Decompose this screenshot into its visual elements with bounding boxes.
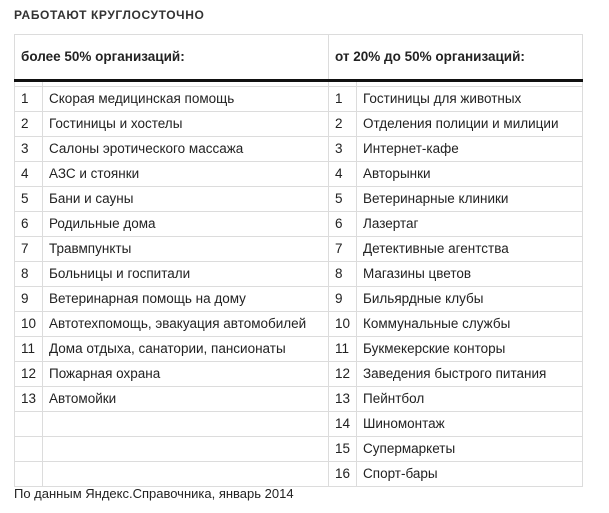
right-name-cell: Бильярдные клубы — [357, 287, 583, 312]
table-row — [15, 337, 583, 362]
left-name-cell: Родильные дома — [43, 212, 329, 237]
left-name-cell: Травмпункты — [43, 237, 329, 262]
left-name-cell: Салоны эротического массажа — [43, 137, 329, 162]
left-rank-cell: 1 — [15, 87, 43, 112]
right-rank-cell: 16 — [329, 462, 357, 487]
left-rank-cell: 3 — [15, 137, 43, 162]
right-rank-cell: 10 — [329, 312, 357, 337]
right-name-cell: Букмекерские конторы — [357, 337, 583, 362]
table-row — [15, 262, 583, 287]
left-rank-cell — [15, 437, 43, 462]
right-rank-cell: 8 — [329, 262, 357, 287]
right-rank-cell: 11 — [329, 337, 357, 362]
left-rank-cell: 10 — [15, 312, 43, 337]
right-name-cell: Отделения полиции и милиции — [357, 112, 583, 137]
right-name-cell: Пейнтбол — [357, 387, 583, 412]
table-row — [15, 362, 583, 387]
left-name-cell: Скорая медицинская помощь — [43, 87, 329, 112]
left-rank-cell: 12 — [15, 362, 43, 387]
table-row — [15, 137, 583, 162]
left-name-cell: Гостиницы и хостелы — [43, 112, 329, 137]
right-name-cell: Ветеринарные клиники — [357, 187, 583, 212]
table-row — [15, 387, 583, 412]
right-name-cell: Гостиницы для животных — [357, 87, 583, 112]
left-name-cell — [43, 437, 329, 462]
left-name-cell: Автомойки — [43, 387, 329, 412]
left-rank-cell: 13 — [15, 387, 43, 412]
left-name-cell: Бани и сауны — [43, 187, 329, 212]
table-row — [15, 212, 583, 237]
table-row — [15, 287, 583, 312]
left-rank-cell: 9 — [15, 287, 43, 312]
right-rank-cell: 14 — [329, 412, 357, 437]
right-name-cell: Магазины цветов — [357, 262, 583, 287]
left-name-cell: Пожарная охрана — [43, 362, 329, 387]
right-name-cell: Интернет-кафе — [357, 137, 583, 162]
organizations-table — [14, 34, 583, 487]
left-name-cell: Автотехпомощь, эвакуация автомобилей — [43, 312, 329, 337]
right-rank-cell: 7 — [329, 237, 357, 262]
right-rank-cell: 1 — [329, 87, 357, 112]
right-rank-cell: 12 — [329, 362, 357, 387]
left-column-header: более 50% организаций: — [15, 35, 329, 81]
right-name-cell: Заведения быстрого питания — [357, 362, 583, 387]
right-rank-cell: 4 — [329, 162, 357, 187]
left-rank-cell: 8 — [15, 262, 43, 287]
right-rank-cell: 2 — [329, 112, 357, 137]
right-rank-cell: 13 — [329, 387, 357, 412]
table-row — [15, 87, 583, 112]
right-name-cell: Шиномонтаж — [357, 412, 583, 437]
left-rank-cell: 11 — [15, 337, 43, 362]
table-row — [15, 462, 583, 487]
table-header-row — [15, 35, 583, 81]
left-name-cell: Дома отдыха, санатории, пансионаты — [43, 337, 329, 362]
right-name-cell: Авторынки — [357, 162, 583, 187]
left-rank-cell: 6 — [15, 212, 43, 237]
left-rank-cell — [15, 412, 43, 437]
table-row — [15, 412, 583, 437]
right-rank-cell: 5 — [329, 187, 357, 212]
right-rank-cell: 9 — [329, 287, 357, 312]
table-row — [15, 437, 583, 462]
table-body — [15, 81, 583, 487]
table-row — [15, 187, 583, 212]
left-name-cell — [43, 412, 329, 437]
right-name-cell: Коммунальные службы — [357, 312, 583, 337]
left-name-cell — [43, 462, 329, 487]
left-rank-cell: 7 — [15, 237, 43, 262]
right-rank-cell: 6 — [329, 212, 357, 237]
left-name-cell: АЗС и стоянки — [43, 162, 329, 187]
source-note: По данным Яндекс.Справочника, январь 2014 — [14, 486, 294, 501]
right-column-header: от 20% до 50% организаций: — [329, 35, 583, 81]
right-rank-cell: 3 — [329, 137, 357, 162]
page-title: РАБОТАЮТ КРУГЛОСУТОЧНО — [14, 8, 205, 22]
right-name-cell: Лазертаг — [357, 212, 583, 237]
table-row — [15, 162, 583, 187]
left-rank-cell: 2 — [15, 112, 43, 137]
right-rank-cell: 15 — [329, 437, 357, 462]
table-row — [15, 312, 583, 337]
table-row — [15, 112, 583, 137]
left-rank-cell: 5 — [15, 187, 43, 212]
table-row — [15, 237, 583, 262]
right-name-cell: Спорт-бары — [357, 462, 583, 487]
left-rank-cell: 4 — [15, 162, 43, 187]
left-name-cell: Больницы и госпитали — [43, 262, 329, 287]
left-rank-cell — [15, 462, 43, 487]
right-name-cell: Супермаркеты — [357, 437, 583, 462]
right-name-cell: Детективные агентства — [357, 237, 583, 262]
left-name-cell: Ветеринарная помощь на дому — [43, 287, 329, 312]
